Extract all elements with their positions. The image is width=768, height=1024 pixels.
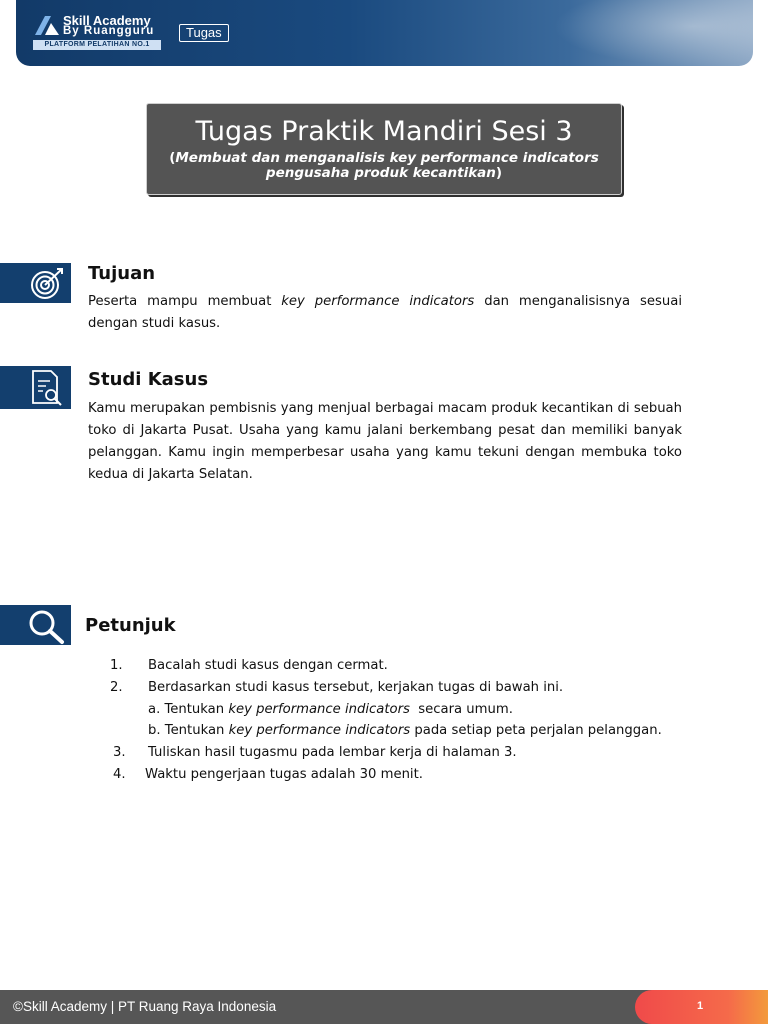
tujuan-text-italic: key performance indicators xyxy=(281,294,475,309)
page-subtitle xyxy=(147,151,621,181)
subitem-italic: key performance indicators xyxy=(228,723,411,739)
brand-logo[interactable] xyxy=(33,14,179,54)
title-box xyxy=(146,103,622,195)
instruction-list xyxy=(110,655,730,786)
list-item xyxy=(110,677,730,699)
target-icon xyxy=(0,263,71,303)
tujuan-text-part2: dan menganalisisnya sesuai dengan studi kasus. xyxy=(88,294,682,331)
list-item-number: 3. xyxy=(113,745,126,761)
section-tag: Tugas xyxy=(179,24,229,42)
list-item-text: Tuliskan hasil tugasmu pada lembar kerja di halaman 3. xyxy=(148,745,517,761)
page-number: 1 xyxy=(697,1000,704,1012)
list-item xyxy=(110,655,730,677)
petunjuk-heading: Petunjuk xyxy=(85,615,176,636)
list-subitem xyxy=(110,720,730,742)
subitem-prefix: a. Tentukan xyxy=(148,701,229,717)
list-item xyxy=(110,764,730,786)
subitem-italic: key performance indicators xyxy=(228,701,410,717)
subitem-suffix: pada setiap peta perjalan pelanggan. xyxy=(410,723,662,739)
studi-kasus-text: Kamu merupakan pembisnis yang menjual berbagai macam produk kecantikan di sebuah toko di Jakarta Pusat. Usaha yang kamu jalani berkembang pesat dan memiliki banyak pelanggan. Kamu ingin memperbesar usaha yang kamu tekuni dengan membuka toko kedua di Jakarta Selatan. xyxy=(88,401,682,482)
studi-kasus-heading: Studi Kasus xyxy=(88,369,209,390)
list-item-number: 2. xyxy=(110,679,123,695)
list-item-text: Bacalah studi kasus dengan cermat. xyxy=(148,658,388,673)
page-title: Tugas Praktik Mandiri Sesi 3 xyxy=(195,116,573,147)
header-banner xyxy=(16,0,753,66)
subtitle-close-paren: ) xyxy=(495,165,503,181)
subitem-suffix: secara umum. xyxy=(409,701,513,717)
list-item-text: Waktu pengerjaan tugas adalah 30 menit. xyxy=(145,766,423,782)
tujuan-text xyxy=(88,291,682,335)
tujuan-heading: Tujuan xyxy=(88,263,156,284)
document-search-icon xyxy=(0,366,71,409)
footer-bar xyxy=(0,990,768,1024)
brand-tagline: PLATFORM PELATIHAN NO.1 xyxy=(33,40,161,50)
subitem-prefix: b. Tentukan xyxy=(148,723,229,739)
subtitle-text: Membuat dan menganalisis key performance indicators pengusaha produk kecantikan xyxy=(175,150,599,181)
list-item-text: Berdasarkan studi kasus tersebut, kerjakan tugas di bawah ini. xyxy=(148,679,564,695)
list-subitem xyxy=(110,699,730,721)
tujuan-text-part1: Peserta mampu membuat xyxy=(88,294,282,309)
magnifier-icon xyxy=(0,605,71,645)
banner-decoration xyxy=(553,0,753,66)
logo-mark-icon xyxy=(33,14,61,36)
list-item-number: 1. xyxy=(110,658,123,673)
list-item-number: 4. xyxy=(113,766,126,782)
page-number-pill xyxy=(635,990,768,1024)
list-item xyxy=(110,742,730,764)
footer-copyright: ©Skill Academy | PT Ruang Raya Indonesia xyxy=(13,999,277,1014)
subtitle-open-paren: ( xyxy=(169,150,176,166)
brand-subname: By Ruangguru xyxy=(63,25,155,37)
brand-name: Skill Academy xyxy=(63,13,151,28)
